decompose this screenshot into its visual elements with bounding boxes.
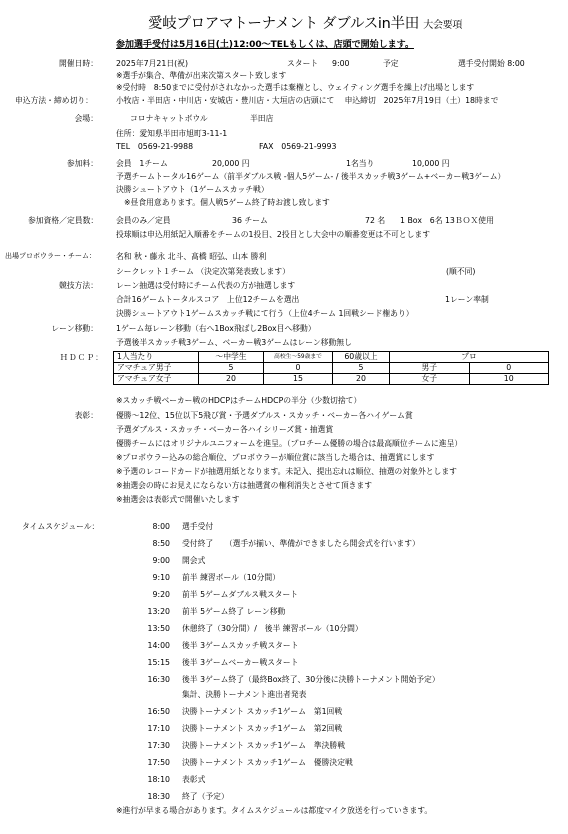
title-suffix: 大会要項 bbox=[423, 20, 463, 31]
start-time: 9:00 bbox=[332, 59, 350, 68]
hdcp-cell: 20 bbox=[333, 374, 390, 385]
start-planned: 予定 bbox=[383, 59, 399, 68]
schedule-desc: 決勝トーナメント スカッチ1ゲーム 準決勝戦 bbox=[182, 741, 345, 750]
hdcp-cell: 0 bbox=[264, 363, 333, 374]
competition-label: 競技方法： bbox=[59, 281, 98, 290]
schedule-desc: 前半 練習ボール（10分間） bbox=[182, 573, 281, 582]
schedule-desc: 後半 3ゲームスカッチ戦スタート bbox=[182, 641, 299, 650]
pros-label: 出場プロボウラー・チーム： bbox=[5, 252, 96, 260]
page-title bbox=[148, 16, 462, 33]
pros-secret: シークレット１チーム （決定次第発表致します） bbox=[116, 267, 290, 276]
awards-line: 優勝〜12位、15位以下5飛び賞・予選ダブルス・スカッチ・ベーカー各ハイゲーム賞 bbox=[116, 411, 413, 420]
competition-line-1: レーン抽選は受付時にチーム代表の方が抽選します bbox=[116, 281, 296, 290]
schedule-time: 18:30 bbox=[147, 792, 170, 801]
hdcp-cell: 5 bbox=[199, 363, 264, 374]
hdcp-pro-label: 女子 bbox=[390, 374, 470, 385]
date-value: 2025年7月21日(祝) bbox=[116, 59, 188, 68]
schedule-note: ※進行が早まる場合があります。タイムスケジュールは都度マイク放送を行っていきます。 bbox=[116, 806, 433, 815]
venue-address: 住所：愛知県半田市旭町3-11-1 bbox=[116, 129, 228, 138]
reception-notice: 参加選手受付は5月16日(土)12:00〜TELもしくは、店頭で開始します。 bbox=[116, 40, 414, 50]
eligibility-teams: 36 チーム bbox=[232, 216, 268, 225]
venue-tel: TEL 0569-21-9988 bbox=[116, 142, 194, 151]
schedule-time: 16:50 bbox=[147, 707, 170, 716]
hdcp-header-row bbox=[114, 352, 549, 363]
schedule-time: 17:30 bbox=[147, 741, 170, 750]
fee-team-amount: 20,000 円 bbox=[212, 159, 250, 168]
schedule-label: タイムスケジュール： bbox=[22, 522, 100, 531]
schedule-desc: 決勝トーナメント スカッチ1ゲーム 第1回戦 bbox=[182, 707, 343, 716]
schedule-desc: 後半 3ゲーム終了（最終Box終了、30分後に決勝トーナメント開始予定） bbox=[182, 675, 440, 684]
fee-label: 参加料： bbox=[66, 159, 98, 168]
schedule-time: 18:10 bbox=[147, 775, 170, 784]
awards-label: 表彰： bbox=[74, 411, 98, 420]
hdcp-header-cell: 高校生〜59歳まで bbox=[264, 352, 333, 363]
hdcp-cell: 0 bbox=[469, 363, 549, 374]
fee-final: 決勝シュートアウト（1ゲームスカッチ戦） bbox=[116, 185, 269, 194]
schedule-time: 9:20 bbox=[152, 590, 170, 599]
eligibility-people: 72 名 bbox=[365, 216, 386, 225]
schedule-time: 14:00 bbox=[147, 641, 170, 650]
fee-lunch: ※昼食用意あります。個人戦5ゲーム終了時お渡し致します bbox=[124, 198, 330, 207]
venue-fax: FAX 0569-21-9993 bbox=[259, 142, 337, 151]
schedule-desc: 決勝トーナメント スカッチ1ゲーム 第2回戦 bbox=[182, 724, 343, 733]
eligibility-box: 1 Box 6名 13ＢＯＸ使用 bbox=[400, 216, 494, 225]
venue-name: コロナキャットボウル bbox=[130, 114, 208, 123]
lane-move-line-1: 1ゲーム毎レーン移動（右へ1Box飛ばし2Box目へ移動） bbox=[116, 324, 316, 333]
schedule-desc: 選手受付 bbox=[182, 522, 214, 531]
eligibility-label: 参加資格／定員数： bbox=[28, 216, 99, 225]
fee-team-label: 会員 1チーム bbox=[116, 159, 168, 168]
schedule-time: 17:10 bbox=[147, 724, 170, 733]
eligibility-order: 投球順は申込用紙記入順番をチームの1投目、2投目とし大会中の順番変更は不可とします bbox=[116, 230, 430, 239]
lane-move-label: レーン移動： bbox=[51, 324, 98, 333]
hdcp-row-name: アマチュア男子 bbox=[114, 363, 199, 374]
schedule-desc: 受付終了 （選手が揃い、準備ができましたら開会式を行います） bbox=[182, 539, 420, 548]
schedule-time: 8:00 bbox=[152, 522, 170, 531]
schedule-desc: 開会式 bbox=[182, 556, 206, 565]
hdcp-cell: 5 bbox=[333, 363, 390, 374]
date-label: 開催日時： bbox=[59, 59, 98, 68]
awards-line: ※抽選会の時にお見えにならない方は抽選賞の権利消失とさせて頂きます bbox=[116, 481, 373, 490]
hdcp-row bbox=[114, 374, 549, 385]
schedule-desc: 集計、決勝トーナメント進出者発表 bbox=[182, 690, 307, 699]
date-note-2: ※受付時 8:50までに受付がされなかった選手は棄権とし、ウェイティング選手を繰上げ出場とします bbox=[116, 83, 475, 92]
fee-games: 予選チームトータル16ゲーム（前半ダブルス戦 -個人5ゲーム- / 後半スカッチ戦3ゲーム+ベーカー戦3ゲーム） bbox=[116, 172, 506, 181]
schedule-time: 9:00 bbox=[152, 556, 170, 565]
date-note-1: ※選手が集合、準備が出来次第スタート致します bbox=[116, 71, 287, 80]
hdcp-header-cell: 1人当たり bbox=[114, 352, 199, 363]
schedule-time: 8:50 bbox=[152, 539, 170, 548]
schedule-time: 15:15 bbox=[147, 658, 170, 667]
venue-label: 会場： bbox=[74, 114, 98, 123]
hdcp-row bbox=[114, 363, 549, 374]
schedule-desc: 表彰式 bbox=[182, 775, 206, 784]
awards-line: ※プロボウラー込みの総合順位、プロボウラーが順位賞に該当した場合は、抽選賞にします bbox=[116, 453, 435, 462]
schedule-desc: 決勝トーナメント スカッチ1ゲーム 優勝決定戦 bbox=[182, 758, 353, 767]
schedule-desc: 後半 3ゲームベーカー戦スタート bbox=[182, 658, 299, 667]
awards-line: 予選ダブルス・スカッチ・ベーカー各ハイシリーズ賞・抽選賞 bbox=[116, 425, 334, 434]
hdcp-pro-label: 男子 bbox=[390, 363, 470, 374]
awards-line: ※予選のレコードカードが抽選用紙となります。未記入、提出忘れは順位、抽選の対象外とします bbox=[116, 467, 457, 476]
fee-person-label: 1名当り bbox=[346, 159, 375, 168]
venue-branch: 半田店 bbox=[250, 114, 274, 123]
hdcp-header-cell: 60歳以上 bbox=[333, 352, 390, 363]
awards-line: ※抽選会は表彰式で開催いたします bbox=[116, 495, 240, 504]
schedule-time: 13:20 bbox=[147, 607, 170, 616]
schedule-desc: 前半 5ゲーム終了 レーン移動 bbox=[182, 607, 286, 616]
schedule-desc: 終了（予定） bbox=[182, 792, 229, 801]
lane-move-line-2: 予選後半スカッチ戦3ゲーム、ベーカー戦3ゲームはレーン移動無し bbox=[116, 338, 352, 347]
hdcp-cell: 15 bbox=[264, 374, 333, 385]
schedule-desc: 前半 5ゲームダブルス戦スタート bbox=[182, 590, 299, 599]
hdcp-row-name: アマチュア女子 bbox=[114, 374, 199, 385]
schedule-desc: 休憩終了（30分間）/ 後半 練習ボール（10分間） bbox=[182, 624, 363, 633]
schedule-time: 13:50 bbox=[147, 624, 170, 633]
competition-lane-rate: 1レーン率制 bbox=[445, 295, 489, 304]
hdcp-cell: 10 bbox=[469, 374, 549, 385]
schedule-time: 16:30 bbox=[147, 675, 170, 684]
competition-line-3: 決勝シュートアウト1ゲームスカッチ戦にて行う（上位4チーム 1回戦シード権あり） bbox=[116, 309, 414, 318]
pros-order: (順不同) bbox=[446, 267, 476, 276]
schedule-time: 17:50 bbox=[147, 758, 170, 767]
competition-line-2: 合計16ゲームトータルスコア 上位12チームを選出 bbox=[116, 295, 300, 304]
awards-line: 優勝チームにはオリジナルユニフォームを進呈。（プロチーム優勝の場合は最高順位チームに進呈） bbox=[116, 439, 463, 448]
start-label: スタート bbox=[287, 59, 319, 68]
hdcp-note: ※スカッチ戦ベーカー戦のHDCPはチームHDCPの半分（少数切捨て） bbox=[116, 396, 362, 405]
hdcp-label: ＨＤＣＰ： bbox=[60, 353, 104, 362]
schedule-time: 9:10 bbox=[152, 573, 170, 582]
hdcp-cell: 20 bbox=[199, 374, 264, 385]
eligibility-members: 会員のみ／定員 bbox=[116, 216, 171, 225]
hdcp-table bbox=[113, 351, 549, 385]
apply-label: 申込方法・締め切り： bbox=[15, 96, 93, 105]
title-main: 愛岐プロアマトーナメント ダブルスin半田 bbox=[148, 16, 419, 32]
pros-names: 名和 秋・藤永 北斗、髙橋 昭弘、山本 勝利 bbox=[116, 252, 267, 261]
hdcp-header-cell: プロ bbox=[390, 352, 549, 363]
hdcp-header-cell: 〜中学生 bbox=[199, 352, 264, 363]
apply-value: 小牧店・半田店・中川店・安城店・豊川店・大垣店の店頭にて 申込締切 2025年7月19日（土）18時まで bbox=[116, 96, 499, 105]
reception-start: 選手受付開始 8:00 bbox=[458, 59, 525, 68]
fee-person-amount: 10,000 円 bbox=[412, 159, 450, 168]
